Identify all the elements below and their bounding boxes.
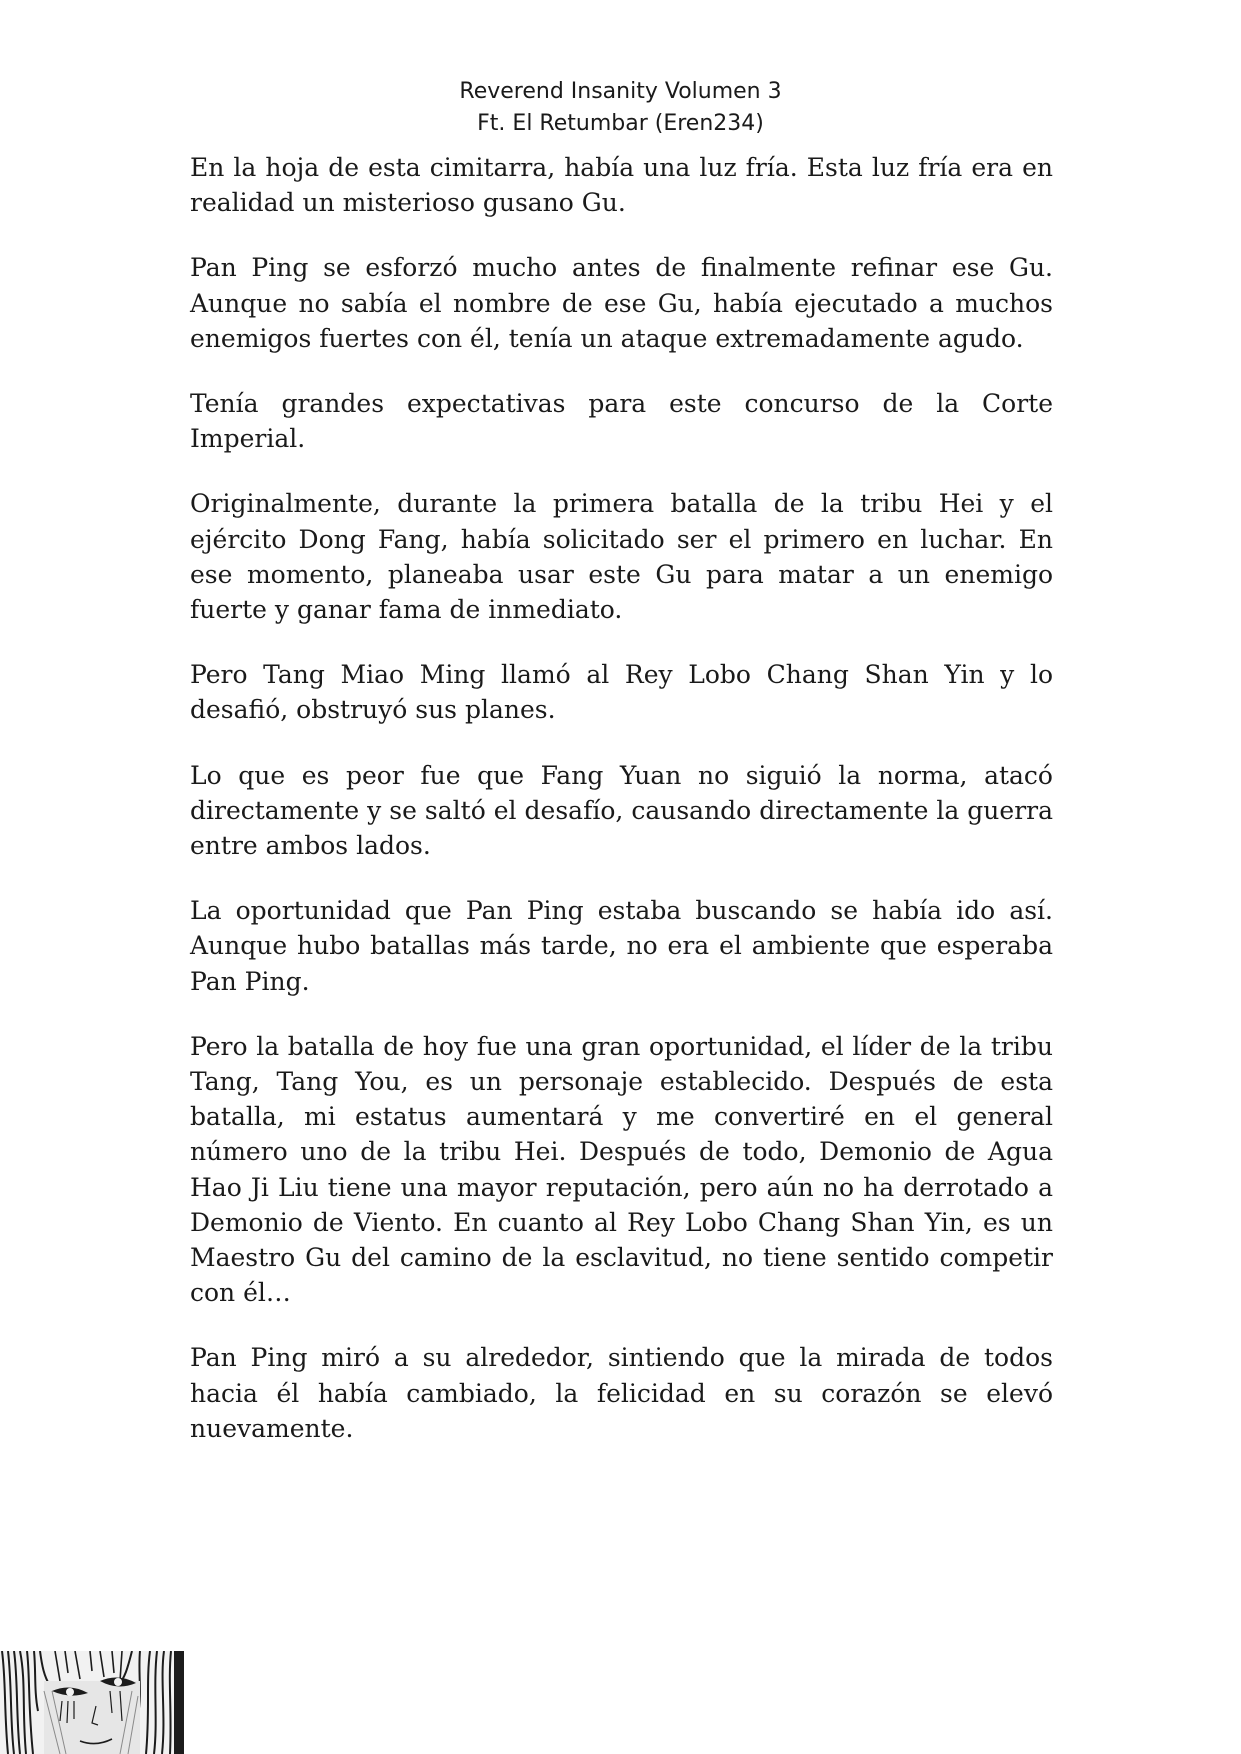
header-title: Reverend Insanity Volumen 3 (459, 79, 782, 104)
paragraph: Pan Ping miró a su alrededor, sintiendo que la mirada de todos hacia él había cambiado, la felicidad en su corazón se elevó nuevamente. (190, 1343, 1053, 1443)
paragraph: Tenía grandes expectativas para este concurso de la Corte Imperial. (190, 389, 1053, 454)
paragraph: Pero Tang Miao Ming llamó al Rey Lobo Chang Shan Yin y lo desafió, obstruyó sus planes. (190, 660, 1053, 725)
chapter-text (190, 150, 1053, 1476)
manga-face-illustration-icon (0, 1651, 184, 1754)
paragraph: Originalmente, durante la primera batalla de la tribu Hei y el ejército Dong Fang, había solicitado ser el primero en luchar. En ese momento, planeaba usar este Gu para matar a un enemigo fuerte y ganar fama de inmediato. (190, 489, 1053, 625)
paragraph: La oportunidad que Pan Ping estaba buscando se había ido así. Aunque hubo batallas más tarde, no era el ambiente que esperaba Pan Ping. (190, 896, 1053, 996)
page-header (0, 76, 1241, 140)
header-credit: Ft. El Retumbar (Eren234) (477, 111, 764, 136)
paragraph: Pan Ping se esforzó mucho antes de finalmente refinar ese Gu. Aunque no sabía el nombre de ese Gu, había ejecutado a muchos enemigos fuertes con él, tenía un ataque extremadamente agudo. (190, 253, 1053, 353)
paragraph: Pero la batalla de hoy fue una gran oportunidad, el líder de la tribu Tang, Tang You, es un personaje establecido. Después de esta batalla, mi estatus aumentará y me convertiré en el general número uno de la tribu Hei. Después de todo, Demonio de Agua Hao Ji Liu tiene una mayor reputación, pero aún no ha derrotado a Demonio de Viento. En cuanto al Rey Lobo Chang Shan Yin, es un Maestro Gu del camino de la esclavitud, no tiene sentido competir con él… (190, 1031, 1053, 1308)
paragraph: En la hoja de esta cimitarra, había una luz fría. Esta luz fría era en realidad un misterioso gusano Gu. (190, 153, 1053, 218)
paragraph: Lo que es peor fue que Fang Yuan no siguió la norma, atacó directamente y se saltó el desafío, causando directamente la guerra entre ambos lados. (190, 760, 1053, 861)
